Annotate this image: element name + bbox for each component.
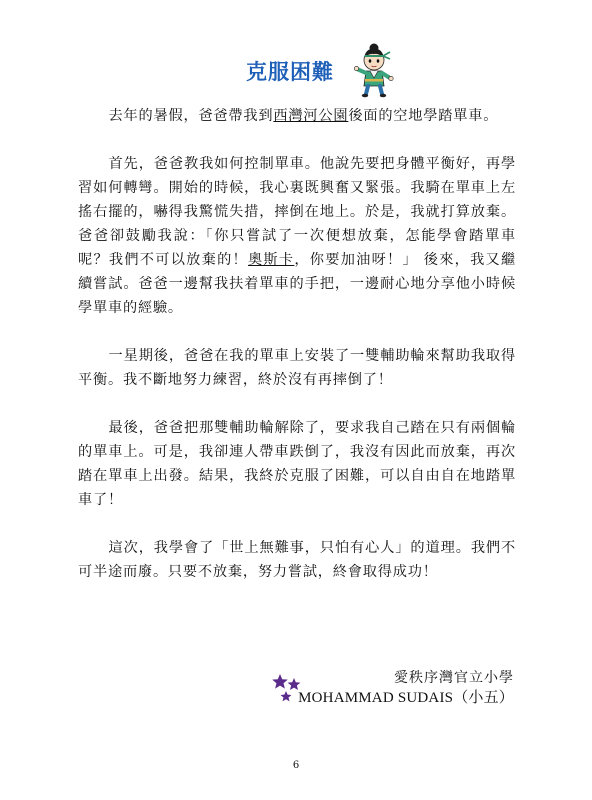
page-title: 克服困難: [246, 60, 334, 84]
paragraph-5: 這次，我學會了「世上無難事，只怕有心人」的道理。我們不可半途而廢。只要不放棄，努力嘗試，終會取得成功！: [78, 540, 516, 580]
school-name: 愛秩序灣官立小學: [394, 670, 514, 686]
paragraph-4: 最後，爸爸把那雙輔助輪解除了，要求我自己踏在只有兩個輪的單車上。可是，我卻連人帶車跌倒了，我沒有因此而放棄，再次踏在單車上出發。結果，我終於克服了困難，可以自由自在地踏單車了！: [78, 420, 516, 508]
title-area: [0, 42, 592, 98]
person-name-underlined: 奧斯卡: [247, 252, 295, 268]
student-name: MOHAMMAD SUDAIS（小五）: [298, 690, 514, 706]
essay-body: [78, 104, 516, 608]
paragraph-1-text-c: 後面的空地學踏單車。: [348, 108, 499, 124]
page-number: 6: [292, 760, 300, 771]
paragraph-2: [78, 152, 516, 320]
signature-block: [298, 668, 514, 708]
paragraph-1: [78, 104, 516, 128]
paragraph-3: 一星期後，爸爸在我的單車上安裝了一雙輔助輪來幫助我取得平衡。我不斷地努力練習，終於沒有再摔倒了！: [78, 348, 516, 388]
ninja-boy-mascot-icon: [352, 42, 396, 98]
place-name-underlined: 西灣河公園: [273, 108, 349, 124]
paragraph-2-text-a: 首先，爸爸教我如何控制單車。他說先要把身體平衡好，再學習如何轉彎。開始的時候，我心裏既興奮又緊張。我騎在單車上左搖右擺的，嚇得我驚慌失措，摔倒在地上。於是，我就打算放棄。爸爸卻鼓勵我說：「你只嘗試了一次便想放棄，怎能學會踏單車呢？我們不可以放棄的！: [78, 156, 516, 268]
paragraph-1-text-a: 去年的暑假，爸爸帶我到: [108, 108, 274, 124]
paragraph-2-text-c: ，你要加油呀！」 後來，我又繼續嘗試。爸爸一邊幫我扶着單車的手把，一邊耐心地分享他小時候學單車的經驗。: [78, 252, 516, 316]
